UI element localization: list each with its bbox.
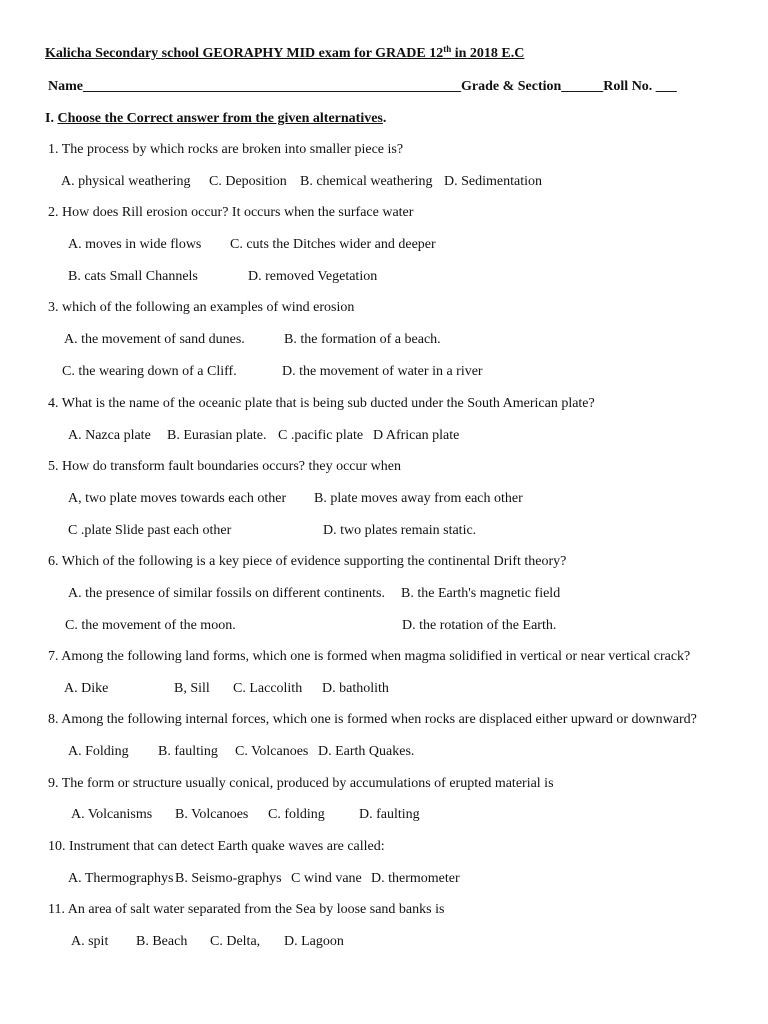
q7-option-a: A. Dike (64, 681, 109, 696)
q11-option-d: D. Lagoon (284, 934, 344, 949)
q8-option-d: D. Earth Quakes. (318, 744, 415, 759)
q7-option-b: B, Sill (174, 681, 210, 696)
section-instruction: Choose the Correct answer from the given alternatives (57, 111, 383, 126)
q5-option-d: D. two plates remain static. (323, 523, 477, 538)
q2-option-c: C. cuts the Ditches wider and deeper (230, 237, 436, 252)
q3-option-a: A. the movement of sand dunes. (64, 332, 245, 347)
q2-option-d: D. removed Vegetation (248, 269, 378, 284)
q4-option-b: B. Eurasian plate. (167, 428, 267, 443)
q1-option-b: B. chemical weathering (300, 174, 433, 189)
q9-option-c: C. folding (268, 807, 325, 822)
q6-option-a: A. the presence of similar fossils on different continents. (68, 586, 385, 601)
q8-option-c: C. Volcanoes (235, 744, 309, 759)
q6-option-b: B. the Earth's magnetic field (401, 586, 561, 601)
exam-title-superscript: th (443, 44, 452, 54)
q5-option-c: C .plate Slide past each other (68, 523, 232, 538)
q3-option-b: B. the formation of a beach. (284, 332, 441, 347)
q3-option-c: C. the wearing down of a Cliff. (62, 364, 237, 379)
question-2: 2. How does Rill erosion occur? It occurs when the surface water (48, 205, 414, 220)
question-3: 3. which of the following an examples of wind erosion (48, 300, 355, 315)
q10-option-c: C wind vane (291, 871, 362, 886)
q8-option-a: A. Folding (68, 744, 129, 759)
q1-option-c: C. Deposition (209, 174, 287, 189)
q4-option-c: C .pacific plate (278, 428, 364, 443)
student-info-line: Name______________________________________________________Grade & Section______Roll No. ___ (48, 79, 677, 94)
section-period: . (382, 111, 387, 126)
question-8: 8. Among the following internal forces, which one is formed when rocks are displaced either upward or downward? (48, 712, 697, 727)
q11-option-a: A. spit (71, 934, 109, 949)
exam-title-tail: in 2018 E.C (451, 46, 525, 61)
q2-option-a: A. moves in wide flows (68, 237, 202, 252)
section-heading (45, 111, 386, 127)
q4-option-a: A. Nazca plate (68, 428, 151, 443)
q5-option-b: B. plate moves away from each other (314, 491, 523, 506)
q11-option-c: C. Delta, (210, 934, 261, 949)
question-7: 7. Among the following land forms, which one is formed when magma solidified in vertical or near vertical crack? (48, 649, 691, 664)
q10-option-b: B. Seismo-graphys (175, 871, 282, 886)
section-numeral: I. (45, 111, 58, 126)
question-11: 11. An area of salt water separated from the Sea by loose sand banks is (48, 902, 445, 917)
q10-option-d: D. thermometer (371, 871, 460, 886)
q10-option-a: A. Thermographys (68, 871, 174, 886)
q1-option-d: D. Sedimentation (444, 174, 542, 189)
q5-option-a: A, two plate moves towards each other (68, 491, 287, 506)
question-6: 6. Which of the following is a key piece of evidence supporting the continental Drift theory? (48, 554, 567, 569)
q7-option-c: C. Laccolith (233, 681, 303, 696)
q8-option-b: B. faulting (158, 744, 218, 759)
q6-option-c: C. the movement of the moon. (65, 618, 236, 633)
question-9: 9. The form or structure usually conical, produced by accumulations of erupted material is (48, 776, 554, 791)
q7-option-d: D. batholith (322, 681, 389, 696)
q1-option-a: A. physical weathering (61, 174, 191, 189)
question-5: 5. How do transform fault boundaries occurs? they occur when (48, 459, 402, 474)
q9-option-a: A. Volcanisms (71, 807, 153, 822)
exam-title (45, 46, 524, 62)
q2-option-b: B. cats Small Channels (68, 269, 198, 284)
question-1: 1. The process by which rocks are broken into smaller piece is? (48, 142, 404, 157)
q3-option-d: D. the movement of water in a river (282, 364, 483, 379)
q4-option-d: D African plate (373, 428, 460, 443)
exam-title-main: Kalicha Secondary school GEORAPHY MID exam for GRADE 12 (45, 46, 444, 61)
q9-option-d: D. faulting (359, 807, 420, 822)
q11-option-b: B. Beach (136, 934, 188, 949)
q9-option-b: B. Volcanoes (175, 807, 249, 822)
q6-option-d: D. the rotation of the Earth. (402, 618, 557, 633)
question-4: 4. What is the name of the oceanic plate that is being sub ducted under the South American plate? (48, 396, 595, 411)
question-10: 10. Instrument that can detect Earth quake waves are called: (48, 839, 385, 854)
